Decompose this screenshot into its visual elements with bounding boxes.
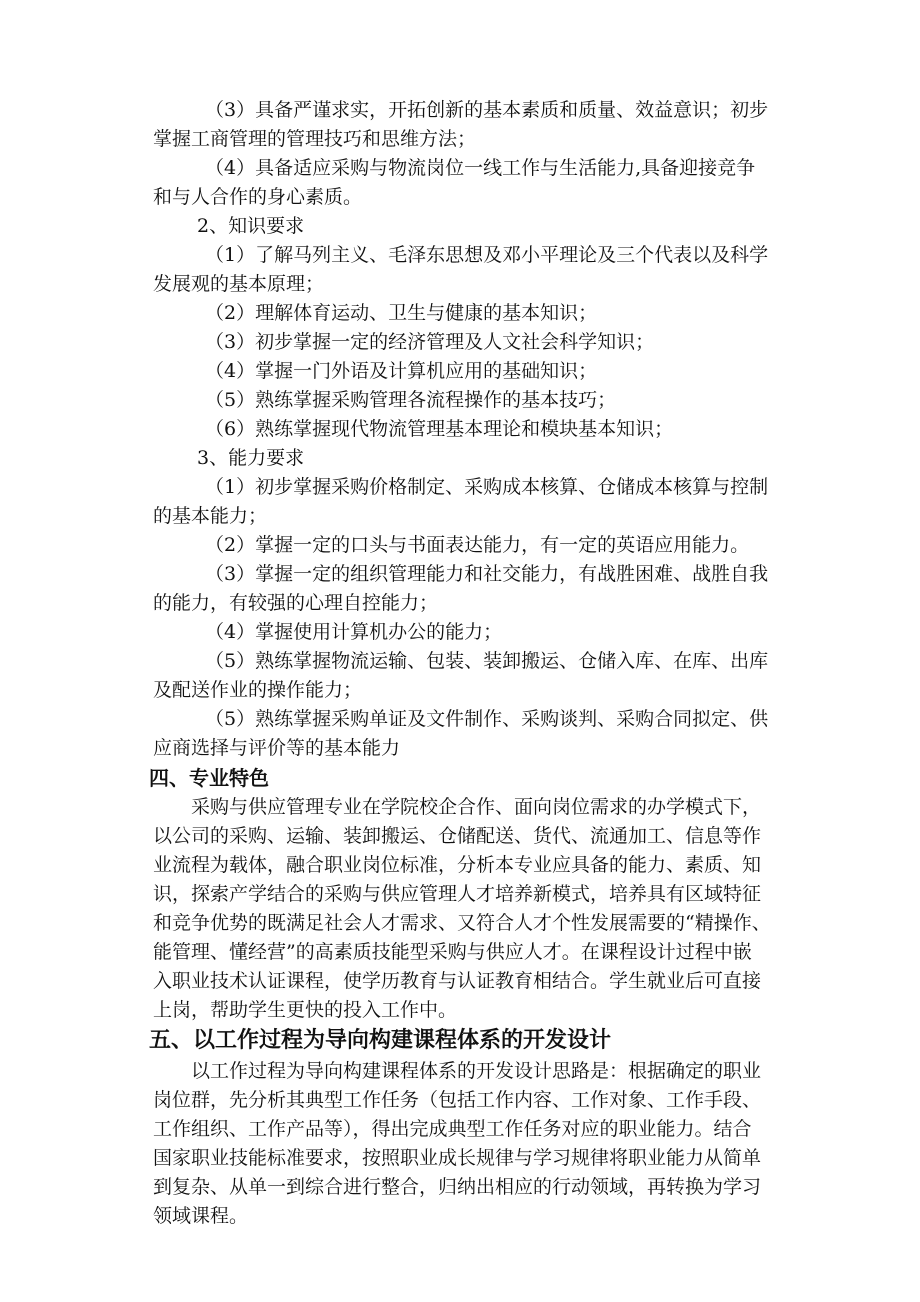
knowledge-2: （2）理解体育运动、卫生与健康的基本知识； <box>205 302 598 324</box>
ability-6-line-1: （5）熟练掌握采购单证及文件制作、采购谈判、采购合同拟定、供 <box>205 708 769 730</box>
section-4-line-2: 以公司的采购、运输、装卸搬运、仓储配送、货代、流通加工、信息等作 <box>153 825 762 847</box>
knowledge-heading: 2、知识要求 <box>197 215 305 237</box>
section-4-line-3: 业流程为载体，融合职业岗位标准，分析本专业应具备的能力、素质、知 <box>153 854 762 876</box>
ability-5-line-1: （5）熟练掌握物流运输、包装、装卸搬运、仓储入库、在库、出库 <box>205 650 769 672</box>
knowledge-6: （6）熟练掌握现代物流管理基本理论和模块基本知识； <box>205 418 674 440</box>
section-4-line-4: 识，探索产学结合的采购与供应管理人才培养新模式，培养具有区域特征 <box>153 883 762 905</box>
section-5-line-2: 岗位群，先分析其典型工作任务（包括工作内容、工作对象、工作手段、 <box>153 1089 762 1111</box>
knowledge-1-line-1: （1）了解马列主义、毛泽东思想及邓小平理论及三个代表以及科学 <box>205 244 769 266</box>
ability-3-line-2: 的能力，有较强的心理自控能力； <box>153 592 439 614</box>
item-4-line-2: 和与人合作的身心素质。 <box>153 186 363 208</box>
section-4-line-6: 能管理、懂经营”的高素质技能型采购与供应人才。在课程设计过程中嵌 <box>153 941 752 963</box>
ability-6-line-2: 应商选择与评价等的基本能力 <box>153 737 401 759</box>
section-5-line-4: 国家职业技能标准要求，按照职业成长规律与学习规律将职业能力从简单 <box>153 1147 762 1169</box>
document-page <box>149 96 835 1231</box>
item-3-line-2: 掌握工商管理的管理技巧和思维方法； <box>153 128 477 150</box>
item-3-line-1: （3）具备严谨求实，开拓创新的基本素质和质量、效益意识；初步 <box>205 99 769 121</box>
section-4-line-8: 上岗，帮助学生更快的投入工作中。 <box>153 999 458 1021</box>
item-4-line-1: （4）具备适应采购与物流岗位一线工作与生活能力,具备迎接竞争 <box>205 157 756 179</box>
section-5-line-5: 到复杂、从单一到综合进行整合，归纳出相应的行动领域，再转换为学习 <box>153 1176 762 1198</box>
ability-4: （4）掌握使用计算机办公的能力； <box>205 621 503 643</box>
section-5-line-1: 以工作过程为导向构建课程体系的开发设计思路是：根据确定的职业 <box>191 1060 762 1082</box>
knowledge-3: （3）初步掌握一定的经济管理及人文社会科学知识； <box>205 331 655 353</box>
section-4-line-1: 采购与供应管理专业在学院校企合作、面向岗位需求的办学模式下， <box>191 796 762 818</box>
knowledge-4: （4）掌握一门外语及计算机应用的基础知识； <box>205 360 598 382</box>
section-5-heading: 五、以工作过程为导向构建课程体系的开发设计 <box>149 1028 612 1053</box>
section-5-line-6: 领域课程。 <box>153 1205 249 1227</box>
section-5-line-3: 工作组织、工作产品等），得出完成典型工作任务对应的职业能力。结合 <box>153 1118 752 1140</box>
knowledge-5: （5）熟练掌握采购管理各流程操作的基本技巧； <box>205 389 617 411</box>
ability-heading: 3、能力要求 <box>197 447 305 469</box>
ability-5-line-2: 及配送作业的操作能力； <box>153 679 363 701</box>
section-4-line-5: 和竞争优势的既满足社会人才需求、又符合人才个性发展需要的“精操作、 <box>153 912 771 934</box>
section-4-line-7: 入职业技术认证课程，使学历教育与认证教育相结合。学生就业后可直接 <box>153 970 762 992</box>
ability-3-line-1: （3）掌握一定的组织管理能力和社交能力，有战胜困难、战胜自我 <box>205 563 769 585</box>
ability-1-line-1: （1）初步掌握采购价格制定、采购成本核算、仓储成本核算与控制 <box>205 476 769 498</box>
ability-2: （2）掌握一定的口头与书面表达能力，有一定的英语应用能力。 <box>205 534 750 556</box>
section-4-heading: 四、专业特色 <box>149 766 269 790</box>
knowledge-1-line-2: 发展观的基本原理； <box>153 273 325 295</box>
ability-1-line-2: 的基本能力； <box>153 505 268 527</box>
